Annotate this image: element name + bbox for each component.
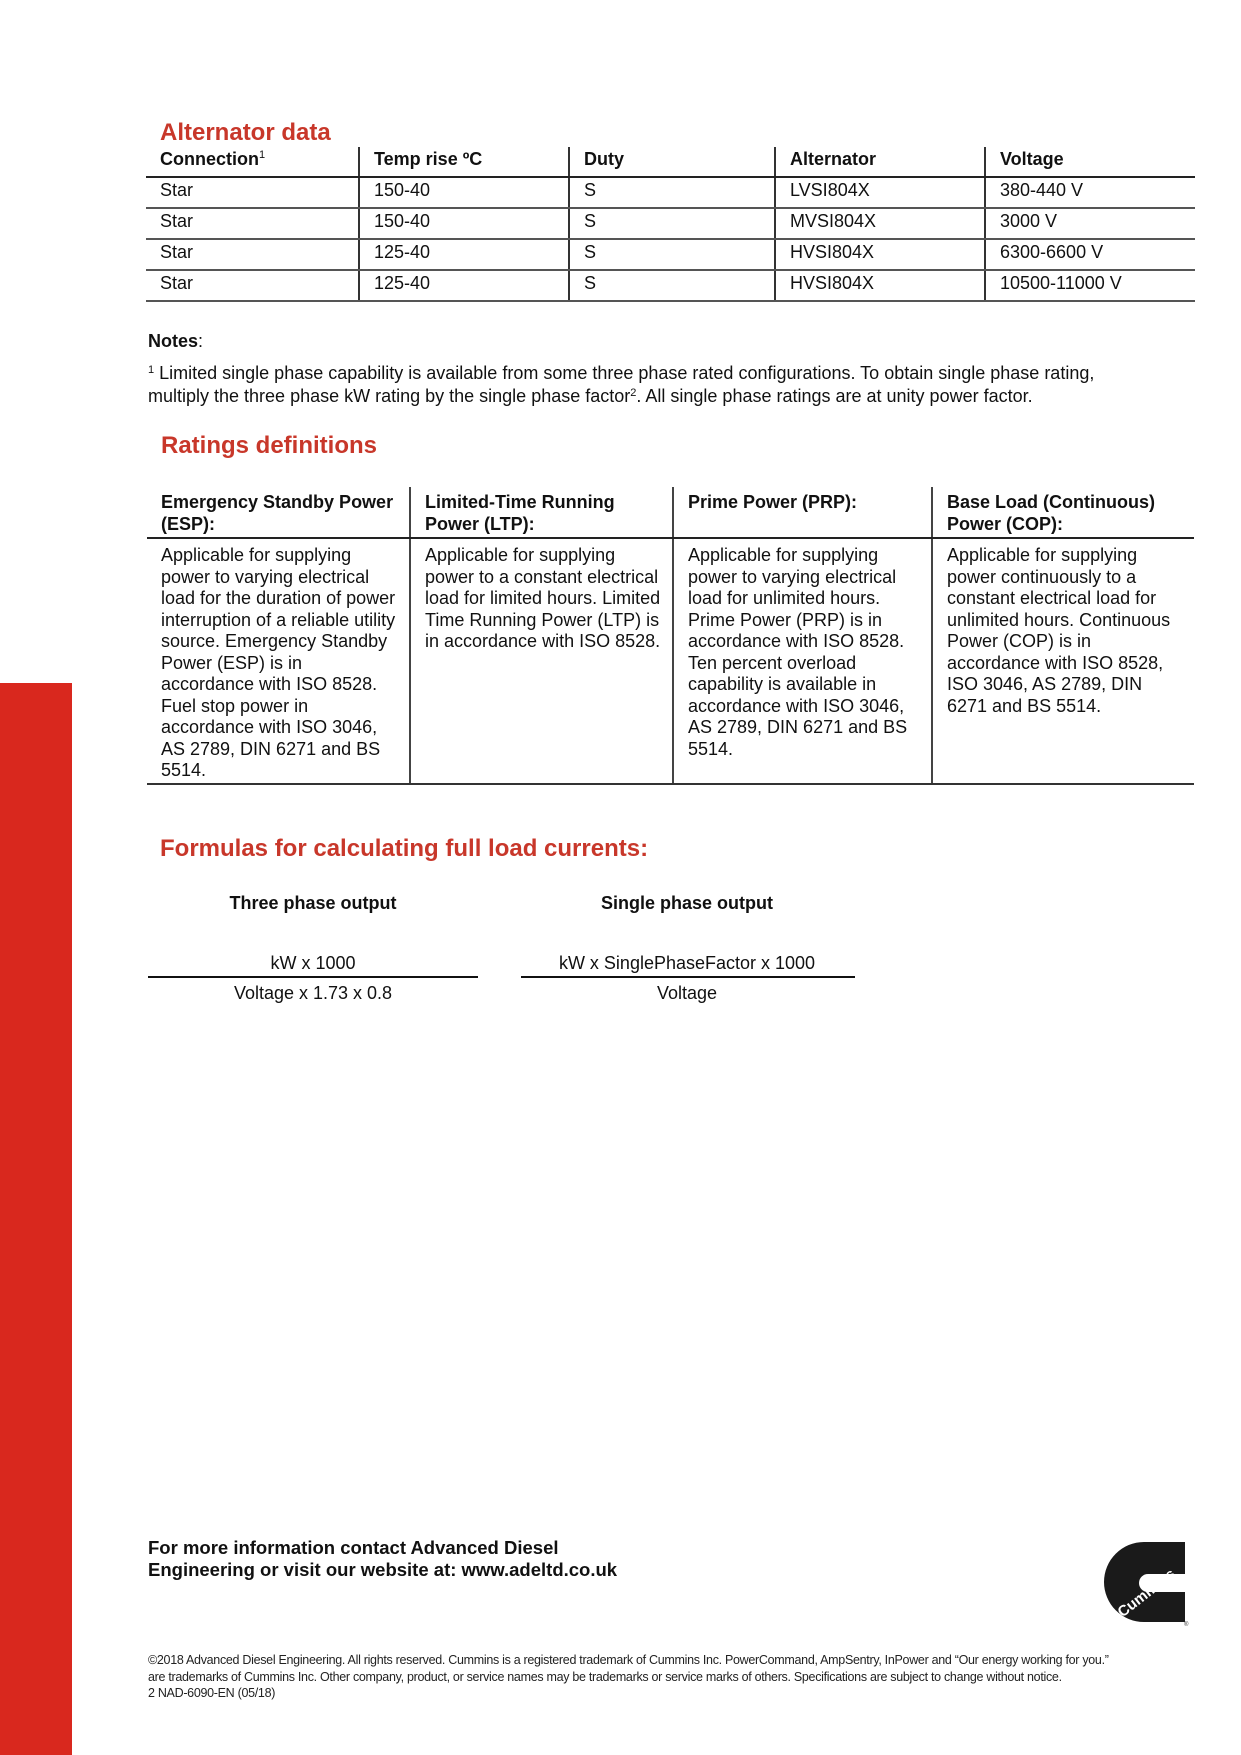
column-header-alternator: Alternator <box>775 147 985 177</box>
cell-temp-rise: 150-40 <box>359 177 569 208</box>
cell-voltage: 10500-11000 V <box>985 270 1195 301</box>
definition-cop: Applicable for supplying power continuously to a constant electrical load for unlimited hours. Continuous Power (COP) is in accordance with ISO 8528, ISO 3046, AS 2789, DIN 6271 and BS 5514. <box>932 538 1194 784</box>
table-row <box>146 270 1195 301</box>
table-row <box>146 239 1195 270</box>
table-row <box>146 177 1195 208</box>
cell-duty: S <box>569 208 775 239</box>
alternator-data-heading: Alternator data <box>160 119 331 146</box>
cell-temp-rise: 125-40 <box>359 239 569 270</box>
footnote-marker: 2 <box>630 387 637 399</box>
three-phase-heading: Three phase output <box>229 893 397 913</box>
cell-alternator: HVSI804X <box>775 270 985 301</box>
three-phase-fraction-line <box>148 976 478 978</box>
column-header-voltage: Voltage <box>985 147 1195 177</box>
cell-connection: Star <box>146 177 359 208</box>
single-phase-heading: Single phase output <box>600 893 774 913</box>
single-phase-denominator: Voltage <box>656 983 718 1003</box>
definition-prp: Applicable for supplying power to varying electrical load for unlimited hours. Prime Power (PRP) is in accordance with ISO 8528. Ten percent overload capability is available in accordance with ISO 3046, AS 2789, DIN 6271 and BS 5514. <box>673 538 932 784</box>
cell-alternator: LVSI804X <box>775 177 985 208</box>
cell-voltage: 380-440 V <box>985 177 1195 208</box>
ratings-definitions-heading: Ratings definitions <box>161 432 377 459</box>
definition-ltp: Applicable for supplying power to a constant electrical load for limited hours. Limited Time Running Power (LTP) is in accordance with ISO 8528. <box>410 538 673 784</box>
document-code: 2 NAD-6090-EN (05/18) <box>148 1686 276 1700</box>
heading-prp: Prime Power (PRP): <box>673 487 932 538</box>
table-header-row <box>147 487 1194 538</box>
legal-notice: ©2018 Advanced Diesel Engineering. All rights reserved. Cummins is a registered trademark of Cummins Inc. PowerCommand, AmpSentry, InPower and “Our energy working for you.” are trademarks of Cummins Inc. Other company, product, or service names may be trademarks or service marks of others. Specifications are subject to change without notice. 2 NAD-6090-EN (05/18) <box>148 1653 1109 1700</box>
heading-esp: Emergency Standby Power (ESP): <box>147 487 410 538</box>
three-phase-denominator: Voltage x 1.73 x 0.8 <box>233 983 393 1003</box>
svg-text:®: ® <box>1184 1622 1189 1626</box>
cell-temp-rise: 125-40 <box>359 270 569 301</box>
cell-duty: S <box>569 270 775 301</box>
cell-voltage: 6300-6600 V <box>985 239 1195 270</box>
heading-ltp: Limited-Time Running Power (LTP): <box>410 487 673 538</box>
cummins-logo <box>1100 1540 1190 1626</box>
notes-text: $^1$ Limited single phase capability is available from some three phase rated configurations. To obtain single phase rating, multiply the three phase kW rating by the single phase factor$^2$. All single phase ratings are at unity power factor. <box>148 363 1095 406</box>
column-header-duty: Duty <box>569 147 775 177</box>
cell-duty: S <box>569 177 775 208</box>
cell-connection: Star <box>146 239 359 270</box>
cummins-logo-icon <box>1100 1540 1190 1626</box>
heading-cop: Base Load (Continuous) Power (COP): <box>932 487 1194 538</box>
cell-temp-rise: 150-40 <box>359 208 569 239</box>
three-phase-numerator: kW x 1000 <box>270 953 356 973</box>
side-accent-bar <box>0 683 72 1755</box>
cell-connection: Star <box>146 208 359 239</box>
cell-alternator: HVSI804X <box>775 239 985 270</box>
footnote-ref: 1 <box>259 149 266 161</box>
ratings-definitions-table <box>147 487 1194 785</box>
table-row <box>146 208 1195 239</box>
table-row <box>147 538 1194 784</box>
svg-text:Cummins: Cummins <box>1114 1565 1179 1621</box>
single-phase-fraction-line <box>521 976 855 978</box>
contact-info: For more information contact Advanced Diesel Engineering or visit our website at: www.adeltd.co.uk <box>148 1537 618 1580</box>
website-link-text: Engineering or visit our website at: www.adeltd.co.uk <box>148 1559 618 1580</box>
cell-voltage: 3000 V <box>985 208 1195 239</box>
definition-esp: Applicable for supplying power to varying electrical load for the duration of power interruption of a reliable utility source. Emergency Standby Power (ESP) is in accordance with ISO 8528. Fuel stop power in accordance with ISO 3046, AS 2789, DIN 6271 and BS 5514. <box>147 538 410 784</box>
cell-duty: S <box>569 239 775 270</box>
table-header-row <box>146 147 1195 177</box>
notes-label: Notes: <box>148 331 204 351</box>
cell-alternator: MVSI804X <box>775 208 985 239</box>
alternator-data-table <box>146 147 1195 302</box>
single-phase-numerator: kW x SinglePhaseFactor x 1000 <box>558 953 816 973</box>
footnote-marker: 1 <box>148 364 155 376</box>
formulas-heading: Formulas for calculating full load currents: <box>160 835 649 862</box>
column-header-temp-rise: Temp rise ºC <box>359 147 569 177</box>
cell-connection: Star <box>146 270 359 301</box>
column-header-connection: Connection$^1$ <box>146 147 359 177</box>
